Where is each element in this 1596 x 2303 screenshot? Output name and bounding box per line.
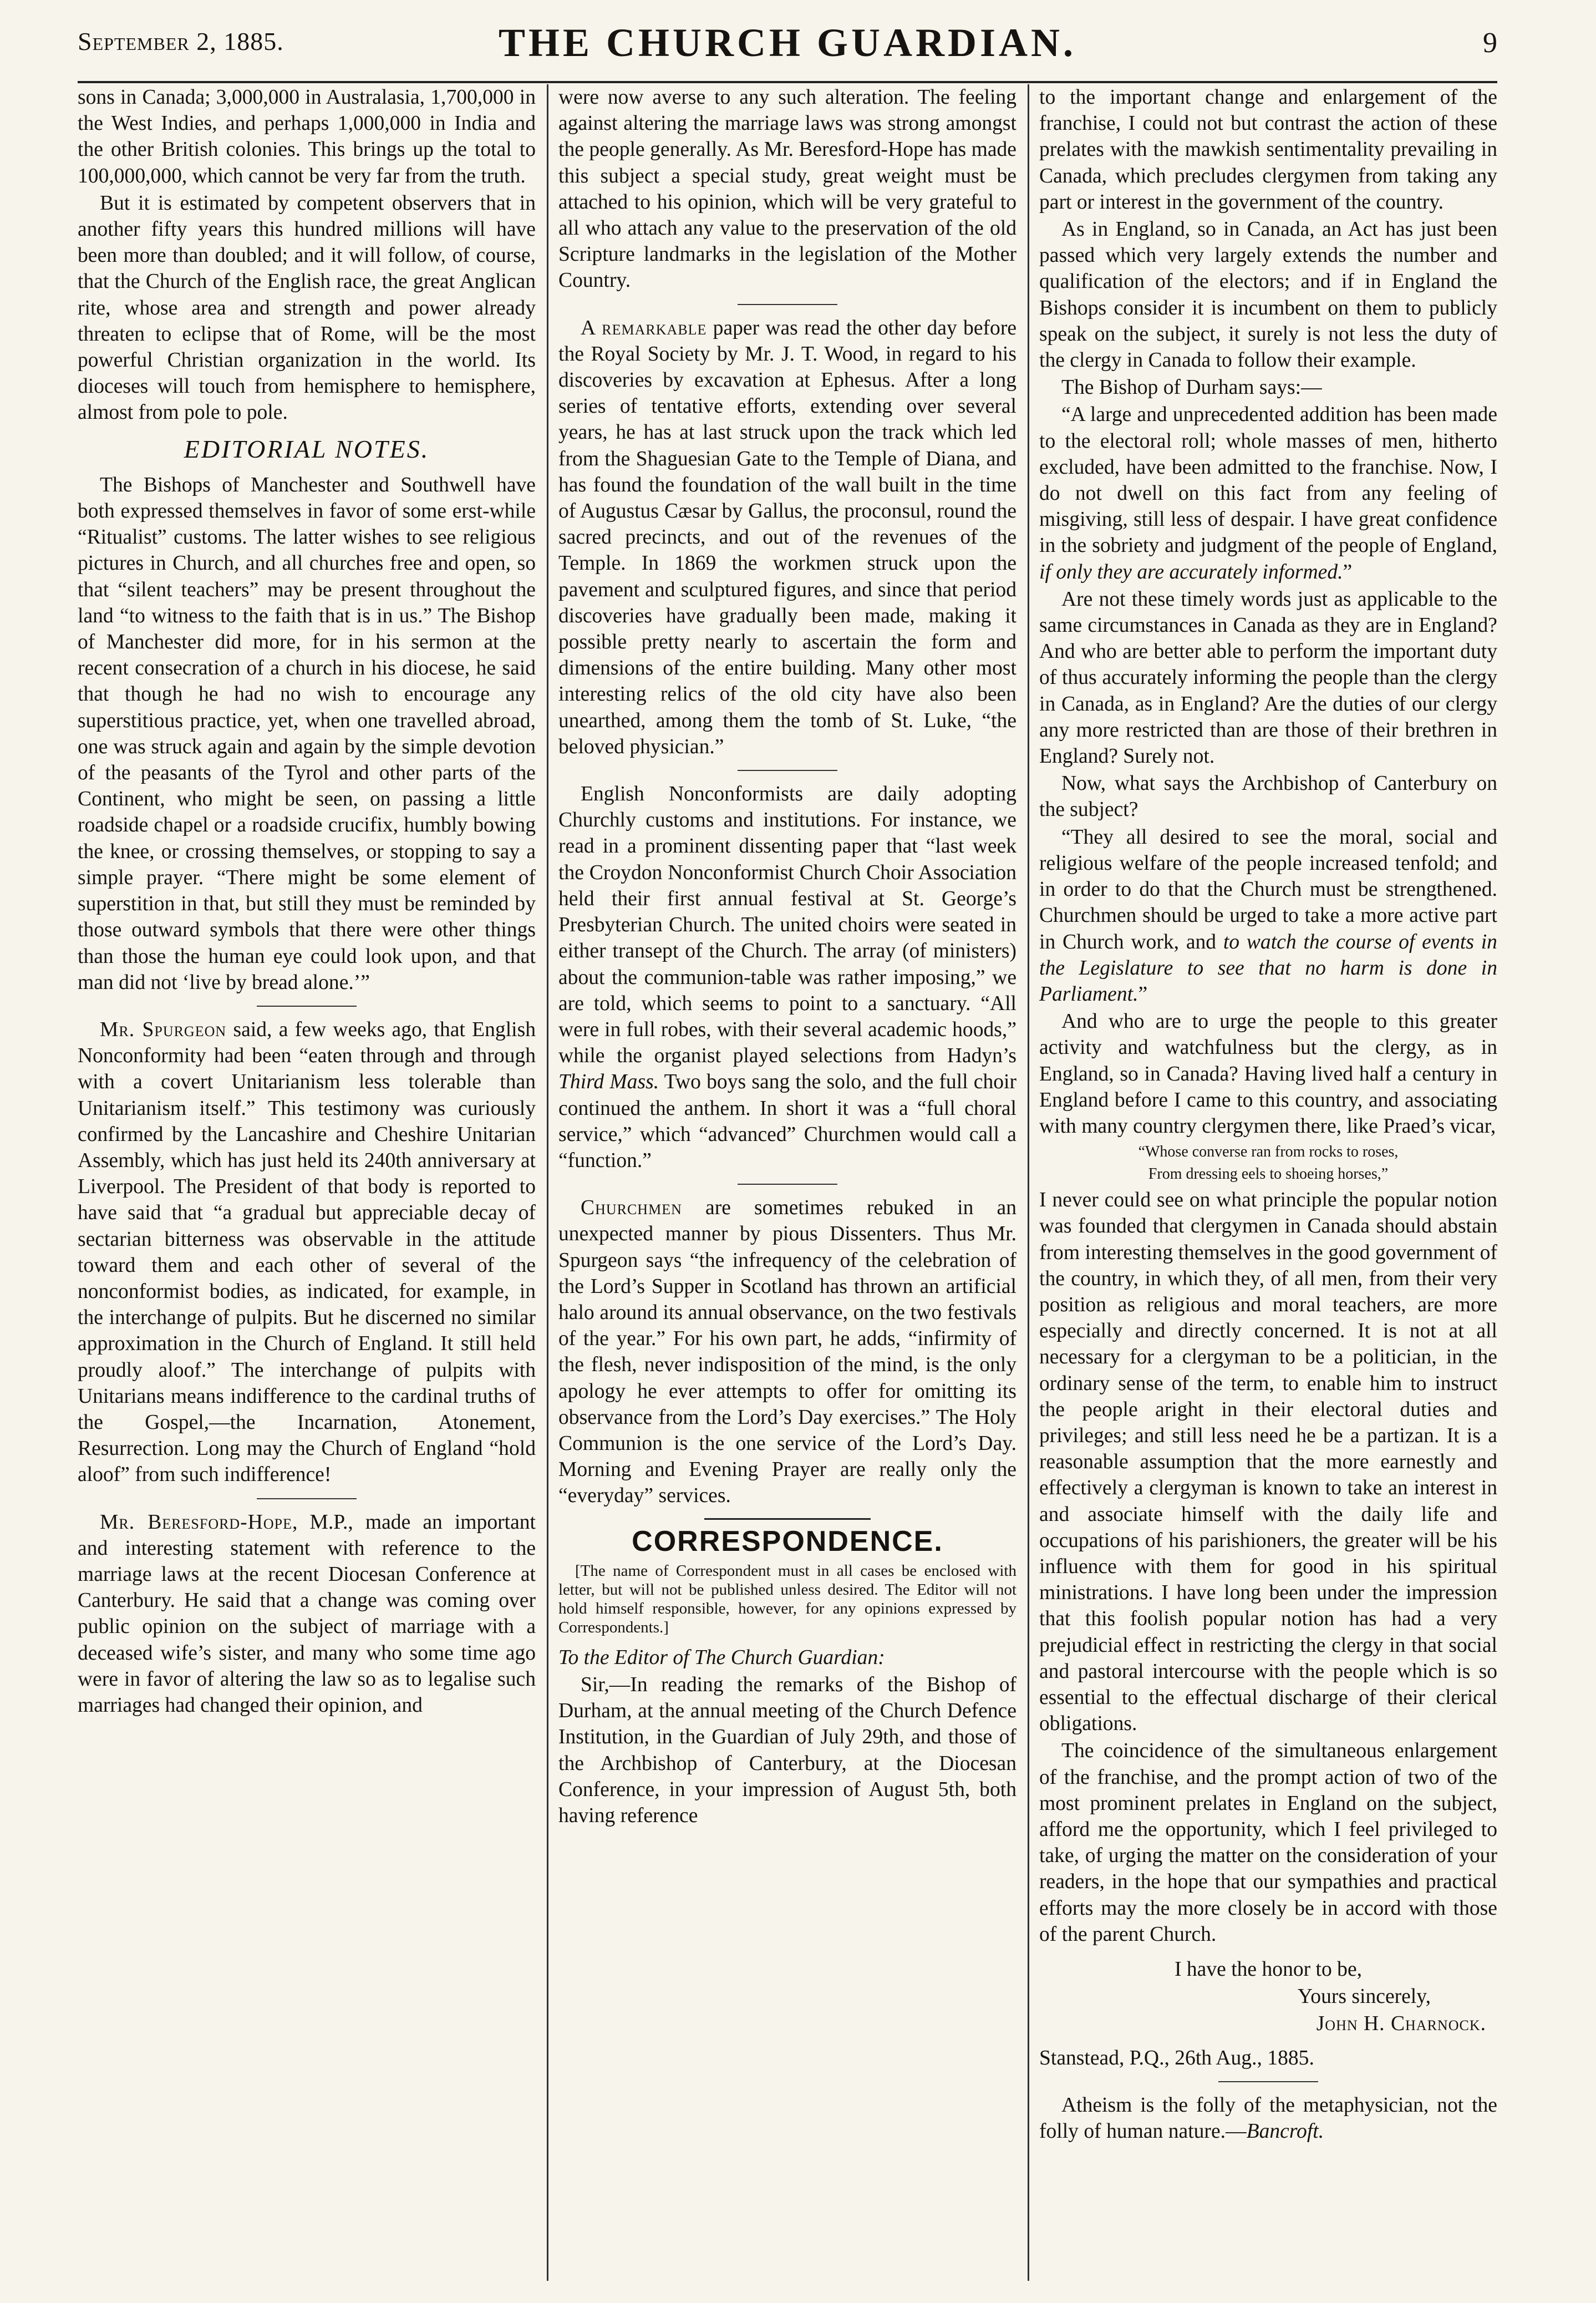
quotation (1039, 2092, 1497, 2144)
masthead (78, 14, 1497, 81)
divider (738, 770, 837, 771)
quote-text: Atheism is the folly of the metaphysician, not the folly of human nature.— (1039, 2093, 1497, 2143)
verse-line: From dressing eels to shoeing horses,” (1148, 1165, 1389, 1183)
divider (1218, 2081, 1318, 2082)
divider (704, 1518, 871, 1520)
letter-paragraph: As in England, so in Canada, an Act has just been passed which very largely extends the number and qualification of the electors; and if in England the Bishops consider it is incumbent on them to publicly speak on the subject, it surely is not less the duty of the clergy in Canada to follow their example. (1039, 218, 1497, 372)
column-1 (78, 84, 536, 2281)
letter-paragraph: Now, what says the Archbishop of Canterbury on the subject? (1039, 772, 1497, 821)
divider (738, 304, 837, 305)
article-paragraph: But it is estimated by competent observers that in another fifty years this hundred millions will have been more than doubled; and it will follow, of course, that the Church of the English race, the great Anglican rite, whose area and strength and power already threaten to eclipse that of Rome, will be the most powerful Christian organization in the world. Its dioceses will touch from hemisphere to hemisphere, almost from pole to pole. (78, 191, 536, 424)
paragraph-text: said, a few weeks ago, that English Nonconformity had been “eaten through and through with a covert Unitarianism less tolerable than Unitarianism itself.” This testimony was curiously confirmed by the Lancashire and Cheshire Unitarian Assembly, which has just held its 240th anniversary at Liverpool. The President of that body is reported to have said that “a gradual but appreciable decay of sectarian bitterness was observable in the attitude toward them and each other of several of the nonconformist bodies, as indicated, for example, in the interchange of pulpits. But he discerned no similar approximation in the Church of England. It still held proudly aloof.” The interchange of pulpits with Unitarians means indifference to the cardinal truths of the Gospel,—the Incarnation, Atonement, Resurrection. Long may the Church of England “hold aloof” from such indifference! (78, 1018, 536, 1487)
column-3 (1039, 84, 1497, 2281)
quote-text: “They all desired to see the moral, social and religious welfare of the people increased tenfold; and in order to do that the Church must be strengthened. Churchmen should be urged to take a more active part in Church work, and (1039, 825, 1497, 953)
paragraph-text: paper was read the other day before the Royal Society by Mr. J. T. Wood, in regard to his discoveries by excavation at Ephesus. After a long series of tentative efforts, extending over several years, he has at last struck upon the track which led from the Shaguesian Gate to the Temple of Diana, and has found the foundation of the wall built in the time of Augustus Cæsar by Gallus, the proconsul, round the sacred precincts, and out of the revenues of the Temple. In 1869 the workmen struck upon the pavement and sculptured figures, and since that period discoveries have gradually been made, making it possible pretty nearly to ascertain the form and dimensions of the entire building. Many other most interesting relics of the old city have also been unearthed, among them the tomb of St. Luke, “the beloved physician.” (558, 316, 1016, 758)
page-number: 9 (1483, 27, 1497, 59)
letter-place-date: Stanstead, P.Q., 26th Aug., 1885. (1039, 2046, 1314, 2069)
italic-text: Third Mass. (558, 1071, 659, 1094)
letter-quote (1039, 402, 1497, 585)
editorial-note: The Bishops of Manchester and Southwell have both expressed themselves in favor of some erst-while “Ritualist” customs. The latter wishes to see religious pictures in Church, and all churches free and open, so that “silent teachers” may be present throughout the land “to witness to the faith that is in us.” The Bishop of Manchester did more, for in his sermon at the recent consecration of a church in his diocese, he said that though he had no wish to encourage any superstitious practice, yet, when one travelled abroad, one was struck again and again by the simple devotion of the peasants of the Tyrol and other parts of the Continent, who might be seen, on passing a little roadside chapel or a roadside crucifix, humbly bowing the knee, or crossing themselves, or stopping to say a simple prayer. “There might be some element of superstition in that, but still they must be reminded by those outward symbols that there were other things than those the human eye could look upon, and that man did not ‘live by bread alone.’” (78, 473, 536, 994)
quote-text: ” (1343, 560, 1353, 584)
paragraph-text: are sometimes rebuked in an unexpected manner by pious Dissenters. Thus Mr. Spurgeon says “the infrequency of the celebration of the Lord’s Supper in Scotland has thrown an artificial halo around its annual observance, on the two festivals of the year.” For his own part, he adds, “infirmity of the flesh, never indisposition of the mind, is the only apology he ever attempts to offer for omitting its observance from the Lord’s Day exercises.” The Holy Communion is the one service of the Lord’s Day. Morning and Evening Prayer are really only the “everyday” services. (558, 1196, 1016, 1508)
letter-closing: Yours sincerely, (1297, 1985, 1431, 2008)
editorial-note (558, 315, 1016, 760)
paragraph-text: Two boys sang the solo, and the full choir continued the anthem. In short it was a “full choral service,” which “advanced” Churchmen would call a “function.” (558, 1071, 1016, 1172)
column-divider (1028, 84, 1029, 2281)
divider (257, 1498, 357, 1499)
newspaper-title: THE CHURCH GUARDIAN. (498, 21, 1077, 65)
paragraph-text: , M.P., made an important and interesting statement with reference to the marriage laws at the recent Diocesan Conference at Canterbury. He said that a change was coming over public opinion on the subject of marriage with a deceased wife’s sister, and many who some time ago were in favor of altering the law so as to legalise such marriages had changed their opinion, and (78, 1510, 536, 1717)
quote-text: ” (1138, 982, 1148, 1006)
masthead-rule (78, 81, 1497, 83)
lead-words: A remarkable (581, 316, 707, 339)
letter-paragraph: The coincidence of the simultaneous enlargement of the franchise, and the prompt action of two of the most prominent prelates in England on the subject, afford me the opportunity, which I feel privileged to take, of urging the matter on the consideration of your readers, in the hope that our sympathies and practical efforts may the more closely be in accord with those of the parent Church. (1039, 1739, 1497, 1946)
correspondence-note: [The name of Correspondent must in all cases be enclosed with letter, but will not be published unless desired. The Editor will not hold himself responsible, however, for any opinions expressed by Correspondents.] (558, 1561, 1016, 1636)
quote-text: “A large and unprecedented addition has been made to the electoral roll; whole masses of men, hitherto excluded, have been admitted to the franchise. Now, I do not dwell on this fact from any feeling of misgiving, still less of despair. I have great confidence in the sobriety and judgment of the people of England, (1039, 403, 1497, 557)
italic-text: to watch the course of events in the Legislature to see that no harm is done in Parliament. (1039, 930, 1497, 1006)
letter-closing: I have the honor to be, (1174, 1958, 1363, 1981)
issue-date: September 2, 1885. (78, 27, 284, 55)
letter-paragraph: Are not these timely words just as applicable to the same circumstances in Canada as they are in England? And who are better able to perform the important duty of thus accurately informing the people than the clergy in Canada, as in England? Are the duties of our clergy any more restricted than are those of their brethren in England? Surely not. (1039, 587, 1497, 768)
divider (257, 1006, 357, 1007)
editorial-note (78, 1017, 536, 1488)
letter-paragraph: The Bishop of Durham says:— (1061, 376, 1322, 399)
divider (738, 1184, 837, 1185)
letter-paragraph: And who are to urge the people to this greater activity and watchfulness but the clergy, as in England, so in Canada? Having lived half a century in England before I came to this country, and associating with many country clergymen there, like Praed’s vicar, (1039, 1010, 1497, 1138)
editorial-note: were now averse to any such alteration. The feeling against altering the marriage laws was strong amongst the people generally. As Mr. Beresford-Hope has made this subject a special study, great weight must be attached to his opinion, which will be very grateful to all who attach any value to the preservation of the old Scripture landmarks in the legislation of the Mother Country. (558, 86, 1016, 292)
letter-paragraph: to the important change and enlargement of the franchise, I could not but contrast the action of these prelates with the mawkish sentimentality prevailing in Canada, which precludes clergymen from taking any part or interest in the government of the country. (1039, 86, 1497, 214)
section-heading-editorial-notes: EDITORIAL NOTES. (184, 434, 430, 463)
italic-text: if only they are accurately informed. (1039, 560, 1343, 584)
section-heading-correspondence: CORRESPONDENCE. (632, 1525, 943, 1558)
lead-words: Mr. Spurgeon (100, 1018, 227, 1041)
quote-author: Bancroft. (1246, 2120, 1324, 2143)
letter-salutation (558, 1645, 1016, 1671)
letter-paragraph: Sir,—In reading the remarks of the Bishop of Durham, at the annual meeting of the Church Defence Institution, in the Guardian of July 29th, and those of the Archbishop of Canterbury, at the Diocesan Conference, in your impression of August 5th, both having reference (558, 1673, 1016, 1827)
salutation-text: To the Editor of The Church Guardian: (558, 1646, 885, 1669)
paragraph-text: English Nonconformists are daily adopting Churchly customs and institutions. For instance, we read in a prominent dissenting paper that “last week the Croydon Nonconformist Church Choir Association held their first annual festival at St. George’s Presbyterian Church. The united choirs were seated in either transept of the Church. The array (of ministers) about the communion-table was rather imposing,” we are told, which seems to point to a sanctuary. “All were in full robes, with their several academic hoods,” while the organist played selections from Hadyn’s (558, 783, 1016, 1068)
lead-words: Mr. Beresford-Hope (100, 1510, 292, 1534)
letter-paragraph: I never could see on what principle the popular notion was founded that clergymen in Canada should abstain from interesting themselves in the good government of the country, in which they, of all men, from their very position as religious and moral teachers, are more especially and directly concerned. It is not at all necessary for a clergyman to be a politician, in the ordinary sense of the term, to enable him to instruct the people aright in their electoral duties and privileges; and still less need he be a partizan. It is a reasonable assumption that the more earnestly and effectively a clergyman is known to take an interest in and associate himself with the daily life and occupations of his parishioners, the greater will be his influence with them for good in his spiritual ministrations. I have long been under the impression that this foolish popular notion has had a very prejudicial effect in restricting the clergy in that social and pastoral intercourse with the people which is so essential to the effectual discharge of their clerical obligations. (1039, 1189, 1497, 1736)
editorial-note (558, 1195, 1016, 1509)
column-2 (558, 84, 1016, 2281)
editorial-note (78, 1509, 536, 1719)
verse-line: “Whose converse ran from rocks to roses, (1138, 1143, 1399, 1161)
editorial-note (558, 781, 1016, 1174)
letter-signature: John H. Charnock. (1316, 2012, 1486, 2036)
letter-quote (1039, 824, 1497, 1007)
column-divider (547, 84, 548, 2281)
article-paragraph: sons in Canada; 3,000,000 in Australasia, 1,700,000 in the West Indies, and perhaps 1,000,000 in India and the other British colonies. This brings up the total to 100,000,000, which cannot be very far from the truth. (78, 86, 536, 187)
lead-words: Churchmen (581, 1196, 682, 1220)
